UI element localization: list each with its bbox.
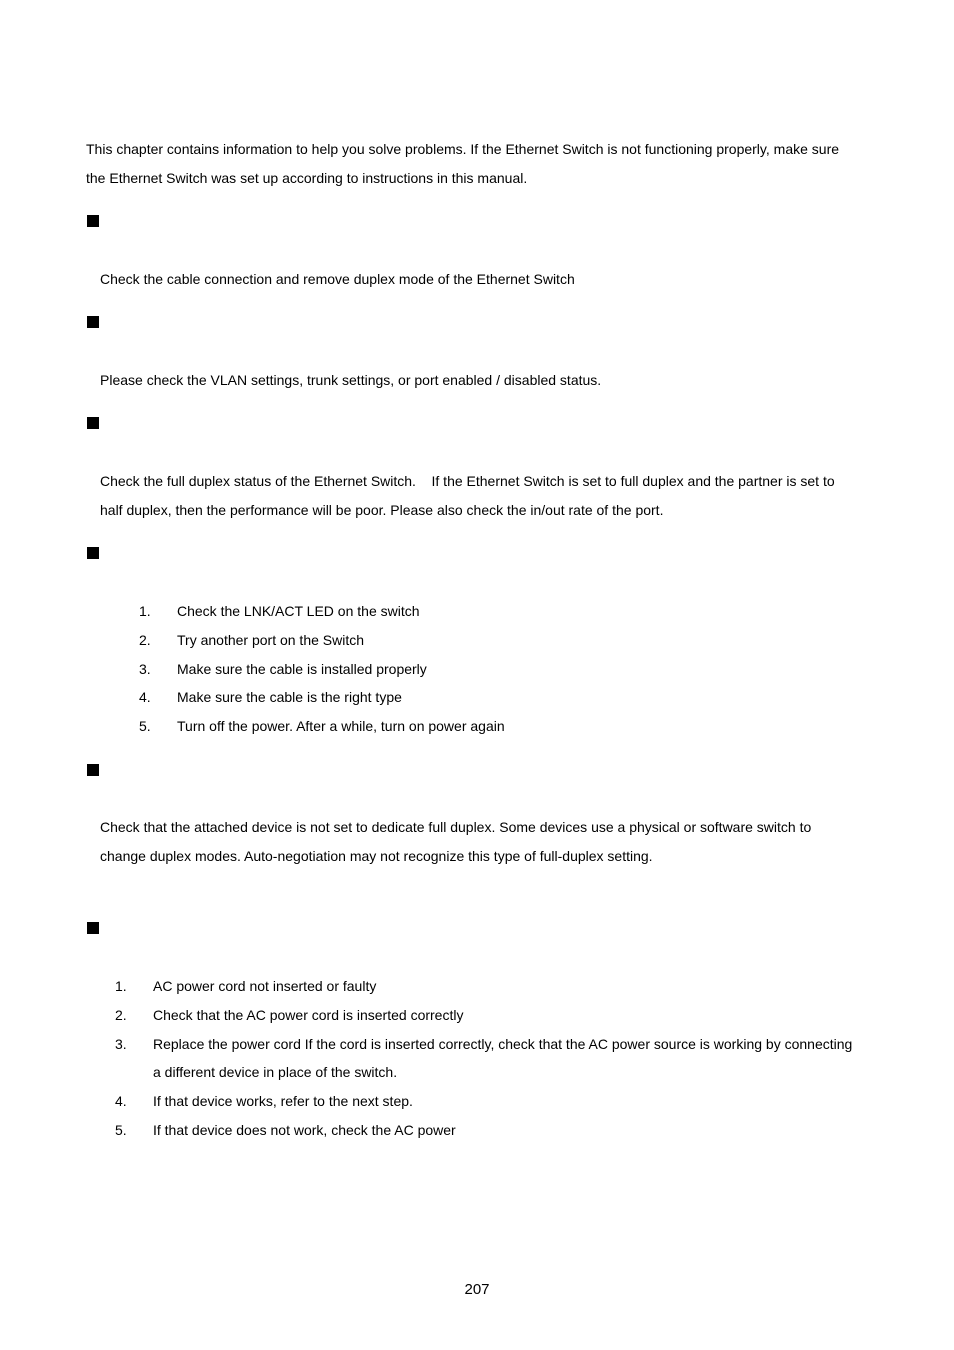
list-item-continuation: a different device in place of the switch. <box>153 1064 398 1080</box>
list-item: Check that the AC power cord is inserted correctly <box>153 1007 464 1023</box>
list-item: AC power cord not inserted or faulty <box>153 978 377 994</box>
list-item: Replace the power cord If the cord is inserted correctly, check that the AC power source is working by connecting <box>153 1036 853 1052</box>
section-bullet-icon <box>87 547 99 559</box>
section-5-line-1: Check that the attached device is not set to dedicate full duplex. Some devices use a physical or software switch to <box>100 819 812 835</box>
section-bullet-icon <box>87 417 99 429</box>
section-bullet-icon <box>87 922 99 934</box>
page-number: 207 <box>464 1281 490 1298</box>
section-2-text: Please check the VLAN settings, trunk settings, or port enabled / disabled status. <box>100 372 602 388</box>
list-item: Try another port on the Switch <box>177 632 365 648</box>
list-item-number: 1. <box>139 603 151 619</box>
list-item-number: 5. <box>115 1122 127 1138</box>
list-item-number: 4. <box>139 689 151 705</box>
section-bullet-icon <box>87 215 99 227</box>
list-item: If that device does not work, check the AC power <box>153 1122 456 1138</box>
list-item: If that device works, refer to the next step. <box>153 1093 413 1109</box>
list-item-number: 3. <box>115 1036 127 1052</box>
list-item: Make sure the cable is installed properly <box>177 661 427 677</box>
intro-line-2: the Ethernet Switch was set up according to instructions in this manual. <box>86 170 528 186</box>
list-item-number: 1. <box>115 978 127 994</box>
list-item-number: 4. <box>115 1093 127 1109</box>
section-bullet-icon <box>87 316 99 328</box>
list-item-number: 5. <box>139 718 151 734</box>
list-item: Turn off the power. After a while, turn on power again <box>177 718 505 734</box>
list-item: Make sure the cable is the right type <box>177 689 402 705</box>
section-1-text: Check the cable connection and remove duplex mode of the Ethernet Switch <box>100 271 575 287</box>
section-3-line-1: Check the full duplex status of the Ethernet Switch. If the Ethernet Switch is set to full duplex and the partner is set to <box>100 473 835 489</box>
list-item-number: 2. <box>115 1007 127 1023</box>
section-3-line-2: half duplex, then the performance will be poor. Please also check the in/out rate of the port. <box>100 502 664 518</box>
section-bullet-icon <box>87 764 99 776</box>
section-5-line-2: change duplex modes. Auto-negotiation may not recognize this type of full-duplex setting. <box>100 848 653 864</box>
list-item-number: 2. <box>139 632 151 648</box>
list-item-number: 3. <box>139 661 151 677</box>
intro-line-1: This chapter contains information to help you solve problems. If the Ethernet Switch is not functioning properly, make sure <box>86 141 840 157</box>
list-item: Check the LNK/ACT LED on the switch <box>177 603 420 619</box>
